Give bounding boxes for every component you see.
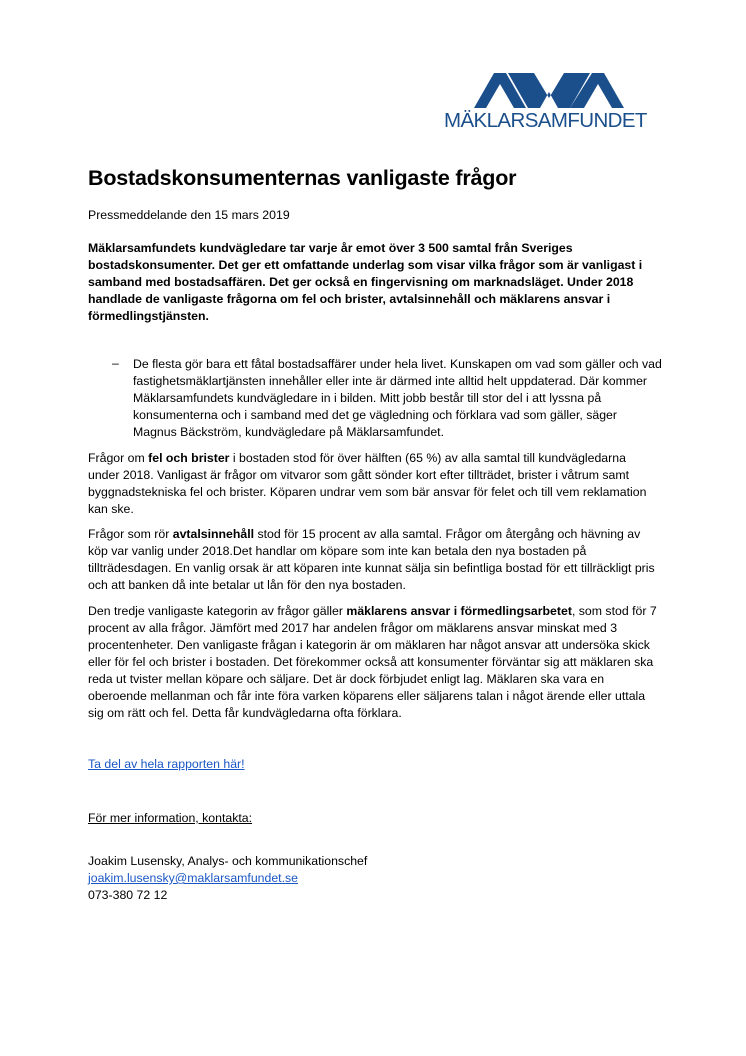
page-title: Bostadskonsumenternas vanligaste frågor [88, 166, 517, 190]
quote-paragraph: De flesta gör bara ett fåtal bostadsaffärer under hela livet. Kunskapen om vad som gäller och vad fastighetsmäklartjänsten innehåller eller inte är därmed inte alltid helt uppdaterad. Där kommer Mäklarsamfundets kundvägledare in i bilden. Mitt jobb består till stor del i att lyssna på konsumenterna och i samband med det ge vägledning och förklara vad som gäller, säger Magnus Bäckström, kundvägledare på Mäklarsamfundet. [133, 357, 662, 439]
lead-paragraph: Mäklarsamfundets kundvägledare tar varje år emot över 3 500 samtal från Sveriges bostadskonsumenter. Det ger ett omfattande underlag som visar vilka frågor som är vanligast i samband med bostadsaffären. Det ger också en fingervisning om marknadsläget. Under 2018 handlade de vanligaste frågorna om fel och brister, avtalsinnehåll och mäklarens ansvar i förmedlingstjänsten. [88, 241, 643, 323]
contact-phone: 073-380 72 12 [88, 888, 168, 902]
highlight-fel-och-brister: fel och brister [148, 451, 230, 465]
paragraph-avtalsinnehall: Frågor som rör avtalsinnehåll stod för 15 procent av alla samtal. Frågor om återgång och hävning av köp var vanlig under 2018.Det handlar om köpare som inte kan betala den nya bostaden på tillträdesdagen. En vanlig orsak är att köparen inte kunnat sälja sin befintliga bostad för ett tillräckligt pris och att banken då inte betalar ut lån för den nya bostaden. [88, 527, 655, 592]
contact-heading: För mer information, kontakta: [88, 811, 253, 825]
logo-wordmark: MÄKLARSAMFUNDET [444, 109, 647, 132]
paragraph-maklarens-ansvar: Den tredje vanligaste kategorin av frågor gäller mäklarens ansvar i förmedlingsarbetet, som stod för 7 procent av alla frågor. Jämfört med 2017 har andelen frågor om mäklarens ansvar minskat med 3 procentenheter. Den vanligaste frågan i kategorin är om mäklaren har något ansvar att undersöka skick eller för fel och brister i bostaden. Det förekommer också att konsumenter förväntar sig att mäklaren ska reda ut tvister mellan köpare och säljare. Det är dock förbjudet enligt lag. Mäklaren ska vara en oberoende mellanman och får inte föra varken köparens eller säljarens talan i något ärende eller uttala sig om rätt och fel. Detta får kundvägledarna ofta förklara. [88, 604, 657, 720]
quote-dash: – [112, 356, 119, 370]
dateline: Pressmeddelande den 15 mars 2019 [88, 208, 290, 222]
highlight-avtalsinnehall: avtalsinnehåll [172, 527, 255, 541]
paragraph-fel-och-brister: Frågor om fel och brister i bostaden stod för över hälften (65 %) av alla samtal till kundvägledarna under 2018. Vanligast är frågor om vitvaror som gått sönder kort efter tillträdet, brister i våtrum samt byggnadstekniska fel och brister. Köparen undrar vem som bär ansvar för felet och till vem reklamation kan ske. [88, 451, 647, 516]
highlight-maklarens-ansvar: mäklarens ansvar i förmedlingsarbetet [346, 604, 572, 618]
report-link[interactable]: Ta del av hela rapporten här! [88, 757, 245, 771]
contact-email-link[interactable]: joakim.lusensky@maklarsamfundet.se [88, 871, 298, 885]
logo-mark-icon [474, 70, 624, 110]
contact-name: Joakim Lusensky, Analys- och kommunikationschef [88, 854, 368, 868]
maklarsamfundet-logo [444, 70, 652, 134]
contact-email-line [88, 870, 658, 887]
report-paragraph [88, 756, 658, 773]
